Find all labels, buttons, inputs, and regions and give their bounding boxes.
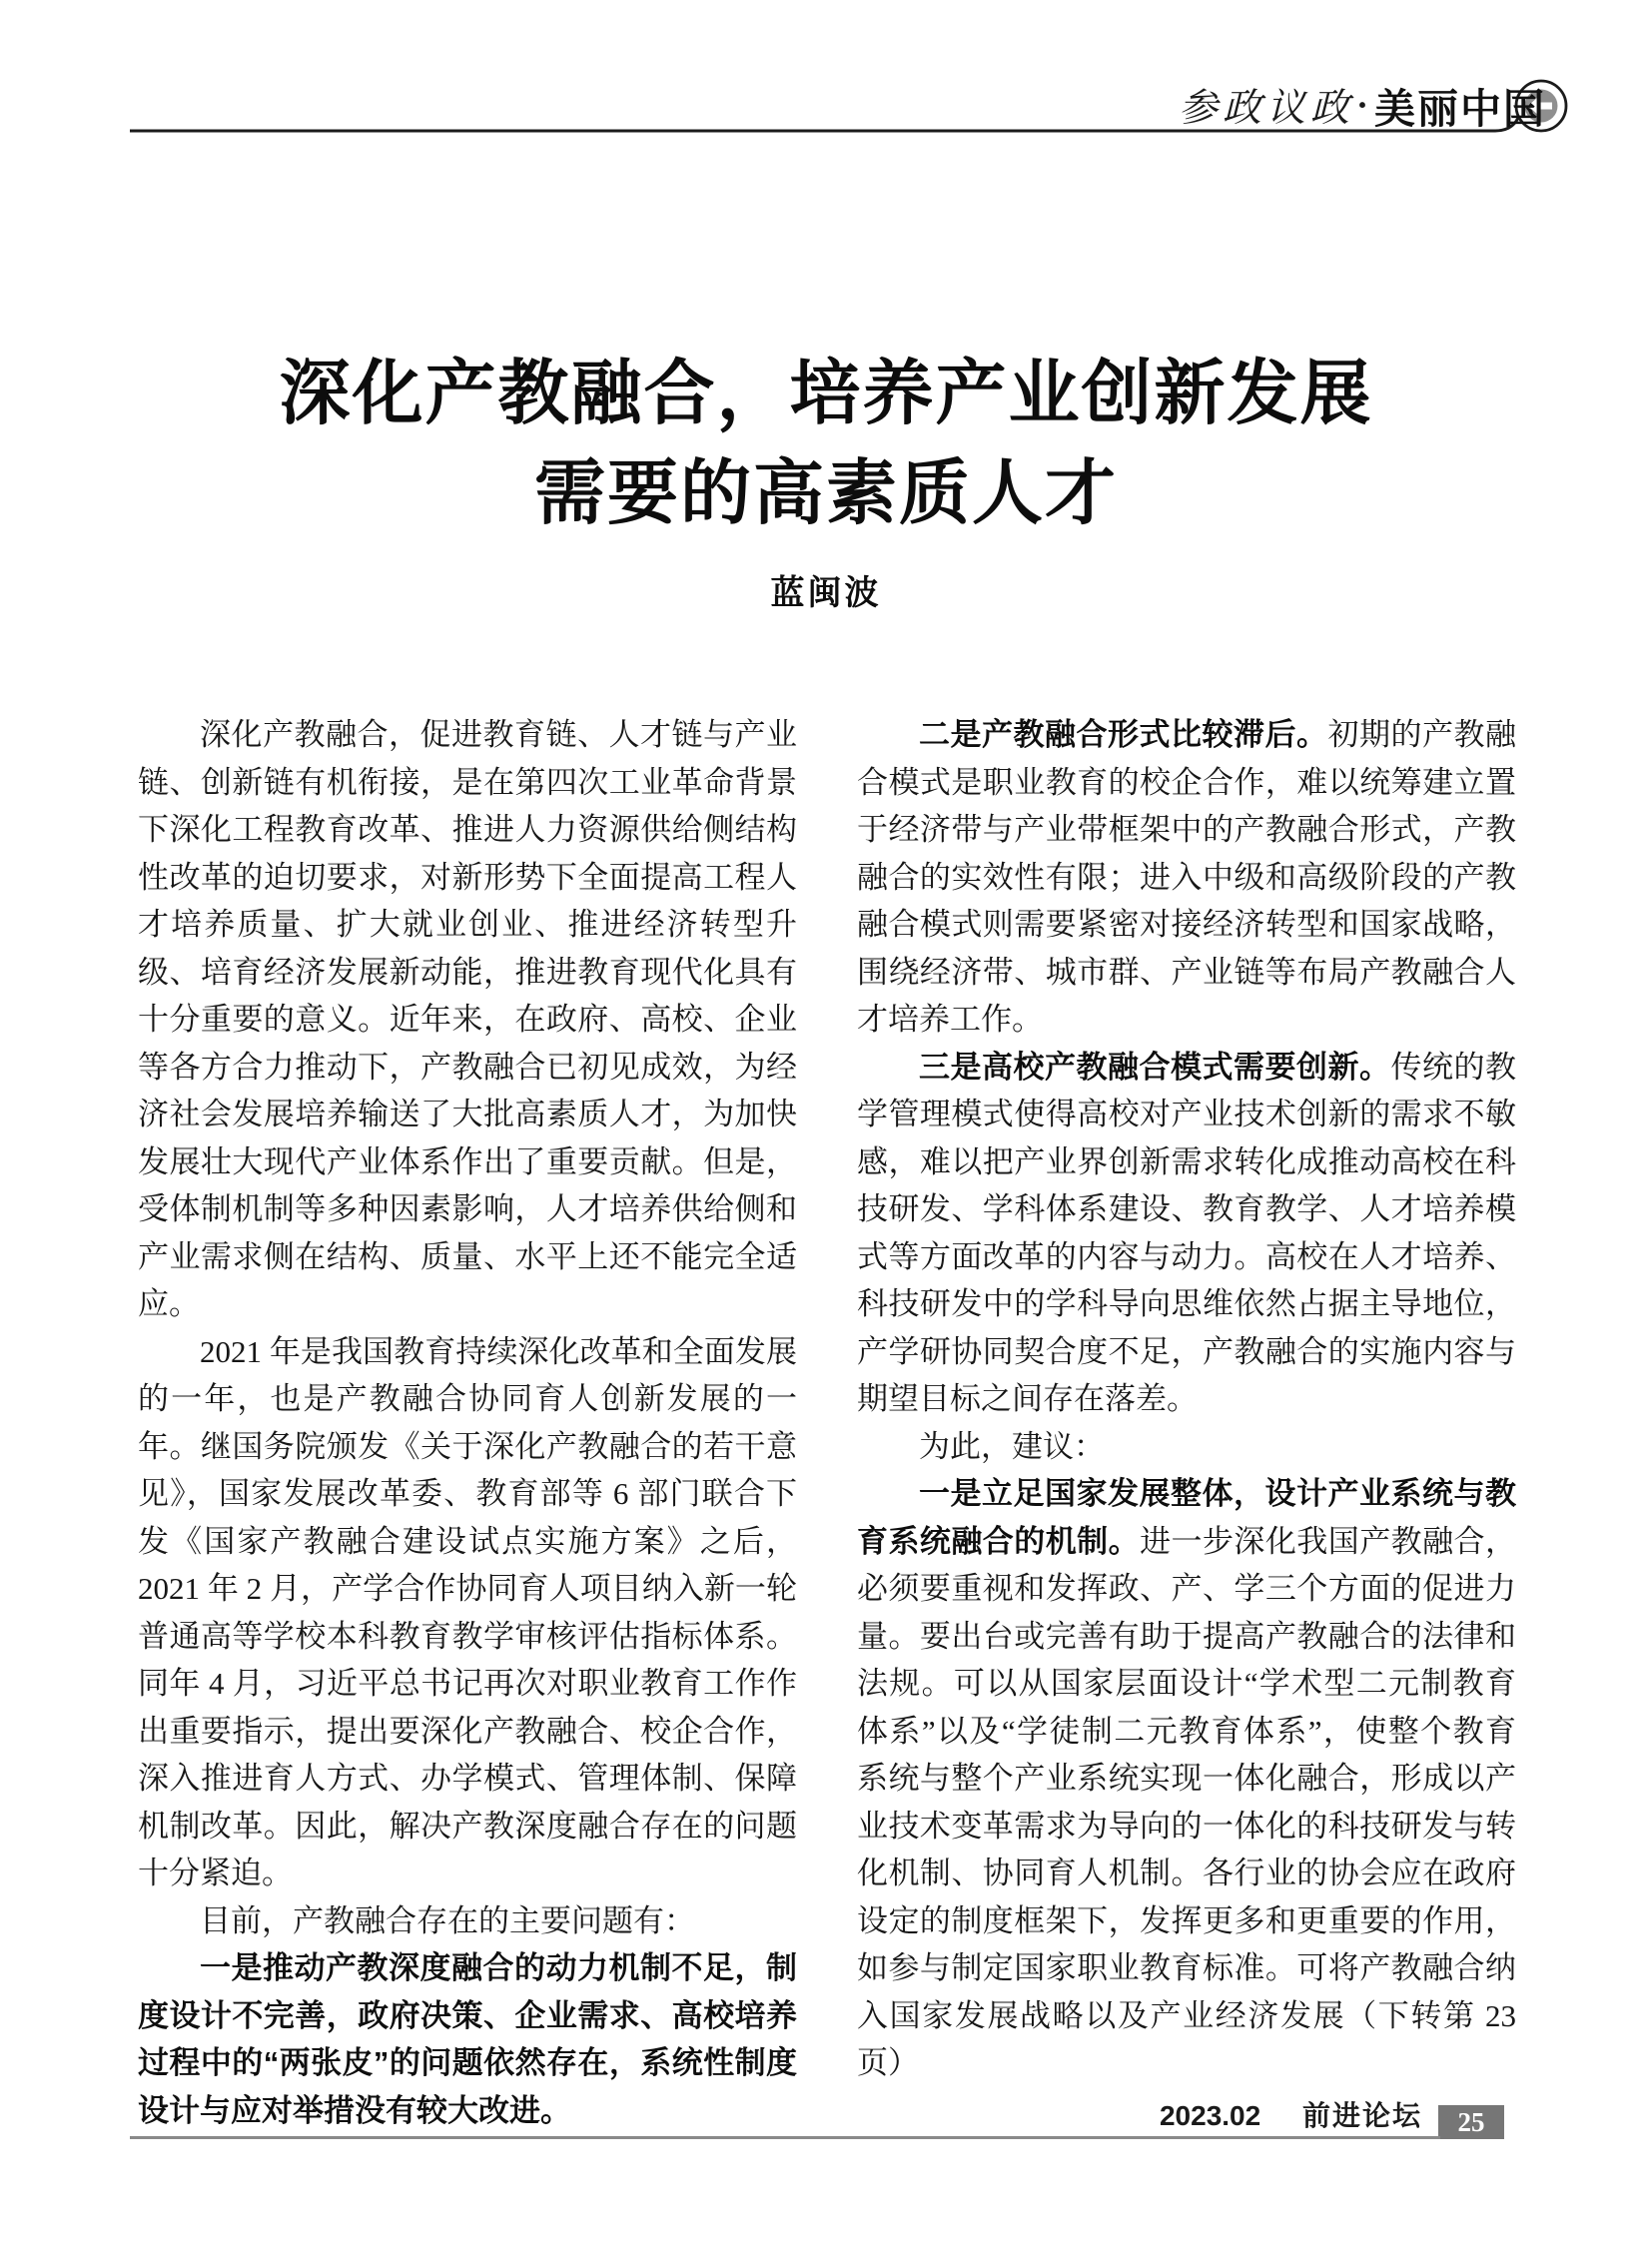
article-author: 蓝闽波 xyxy=(770,574,882,612)
paragraph-text: 目前，产教融合存在的主要问题有： xyxy=(200,1902,695,1938)
page-footer xyxy=(0,2097,1422,2135)
paragraph-text: 初期的产教融合模式是职业教育的校企合作，难以统筹建立置于经济带与产业带框架中的产教融合形式，产教融合的实效性有限；进入中级和高级阶段的产教融合模式则需要紧密对接经济转型和国家战略，围绕经济带、城市群、产业链等布局产教融合人才培养工作。 xyxy=(857,717,1516,1037)
article-title xyxy=(0,345,1652,544)
paragraph xyxy=(138,1897,797,1945)
footer-journal-name: 前进论坛 xyxy=(1301,2100,1422,2131)
footer-rule xyxy=(130,2136,1440,2139)
paragraph xyxy=(857,711,1516,1044)
paragraph-lead: 三是高校产教融合模式需要创新。 xyxy=(919,1049,1391,1085)
paragraph-text: 传统的教学管理模式使得高校对产业技术创新的需求不敏感，难以把产业界创新需求转化成推动高校在科技研发、学科体系建设、教育教学、人才培养模式等方面改革的内容与动力。高校在人才培养、科技研发中的学科导向思维依然占据主导地位，产学研协同契合度不足，产教融合的实施内容与期望目标之间存在落差。 xyxy=(857,1049,1516,1416)
paragraph-lead: 二是产教融合形式比较滞后。 xyxy=(919,717,1328,752)
paragraph xyxy=(138,711,797,1328)
paragraph-text: 2021 年是我国教育持续深化改革和全面发展的一年，也是产教融合协同育人创新发展的一年。继国务院颁发《关于深化产教融合的若干意见》，国家发展改革委、教育部等 6 部门联合下发《国家产教融合建设试点实施方案》之后，2021 年 2 月，产学合作协同育人项目纳入新一轮普通高等学校本科教育教学审核评估指标体系。同年 4 月，习近平总书记再次对职业教育工作作出重要指示，提出要深化产教融合、校企合作，深入推进育人方式、办学模式、管理体制、保障机制改革。因此，解决产教深度融合存在的问题十分紧迫。 xyxy=(138,1333,797,1890)
paragraph-text: 进一步深化我国产教融合，必须要重视和发挥政、产、学三个方面的促进力量。要出台或完善有助于提高产教融合的法律和法规。可以从国家层面设计“学术型二元制教育体系”以及“学徒制二元教育体系”，使整个教育系统与整个产业系统实现一体化融合，形成以产业技术变革需求为导向的一体化的科技研发与转化机制、协同育人机制。各行业的协会应在政府设定的制度框架下，发挥更多和更重要的作用，如参与制定国家职业教育标准。可将产教融合纳入国家发展战略以及产业经济发展（下转第 23 页） xyxy=(857,1523,1517,2080)
page-number-badge: 25 xyxy=(1438,2105,1504,2139)
paragraph xyxy=(857,1044,1516,1423)
paragraph-text: 深化产教融合，促进教育链、人才链与产业链、创新链有机衔接，是在第四次工业革命背景下深化工程教育改革、推进人力资源供给侧结构性改革的迫切要求，对新形势下全面提高工程人才培养质量、扩大就业创业、推进经济转型升级、培育经济发展新动能，推进教育现代化具有十分重要的意义。近年来，在政府、高校、企业等各方合力推动下，产教融合已初见成效，为经济社会发展培养输送了大批高素质人才，为加快发展壮大现代产业体系作出了重要贡献。但是，受体制机制等多种因素影响，人才培养供给侧和产业需求侧在结构、质量、水平上还不能完全适应。 xyxy=(138,717,797,1321)
paragraph xyxy=(857,1470,1516,2087)
paragraph-bold-text: 一是推动产教深度融合的动力机制不足，制度设计不完善，政府决策、企业需求、高校培养过程中的“两张皮”的问题依然存在，系统性制度设计与应对举措没有较大改进。 xyxy=(138,1950,797,2128)
paragraph xyxy=(138,1328,797,1897)
footer-issue: 2023.02 xyxy=(1159,2100,1261,2131)
page-header xyxy=(1179,80,1546,130)
title-line-2: 需要的高素质人才 xyxy=(533,454,1118,533)
section-name-bold: 美丽中国 xyxy=(1374,85,1547,132)
title-line-1: 深化产教融合，培养产业创新发展 xyxy=(279,355,1373,433)
left-column xyxy=(138,711,797,2134)
paragraph-lead: 一是立足国家发展整体，设计产业系统与教育系统融合的机制。 xyxy=(857,1476,1516,1559)
right-column xyxy=(857,711,1516,2087)
section-name-script: 参政议政 xyxy=(1179,87,1355,130)
section-separator: · xyxy=(1356,85,1369,125)
paragraph-text: 为此，建议： xyxy=(919,1428,1105,1464)
paragraph xyxy=(857,1423,1516,1471)
